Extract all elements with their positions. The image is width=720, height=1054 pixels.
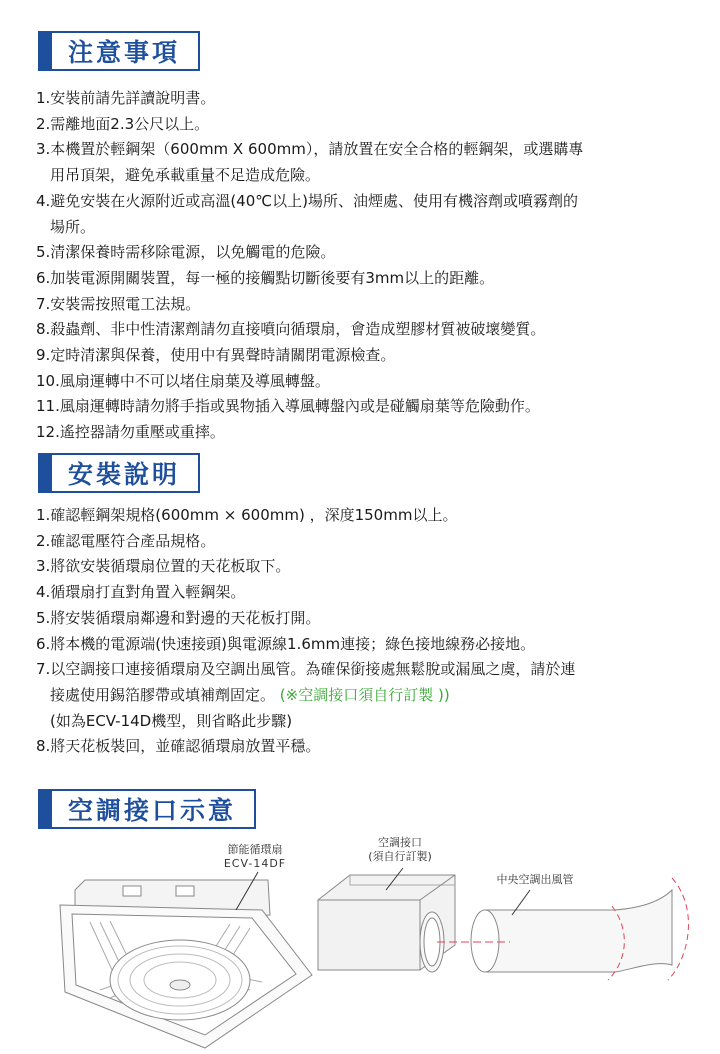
list-item: 1.確認輕鋼架規格(600mm × 600mm) ，深度150mm以上。 [36,506,458,524]
list-item: 8.殺蟲劑、非中性清潔劑請勿直接噴向循環扇，會造成塑膠材質被破壞變質。 [36,320,546,339]
housing-clip [176,886,194,896]
list-item: 4.避免安裝在火源附近或高溫(40℃以上)場所、油煙處、使用有機溶劑或噴霧劑的 [36,191,578,210]
adapter-note-label: (須自行訂製) [368,850,432,863]
list-item-continuation: 用吊頂架，避免承載重量不足造成危險。 [50,166,321,185]
list-item-continuation: 場所。 [50,217,96,236]
list-item: 7.安裝需按照電工法規。 [36,294,201,313]
list-item: 6.加裝電源開關裝置，每一極的接觸點切斷後要有3mm以上的距離。 [36,268,495,287]
fan-hub [170,980,190,990]
section-title: 安裝說明 [52,453,200,493]
list-item: 6.將本機的電源端(快速接頭)與電源線1.6mm連接；綠色接地線務必接地。 [36,634,536,653]
section-header-notes [38,31,200,71]
install-list [36,503,676,760]
header-accent-bar [38,789,52,829]
list-item: 12.遙控器請勿重壓或重摔。 [36,423,225,442]
adapter-label: 空調接口 [378,836,422,849]
section-header-diagram [38,789,256,829]
list-item: 7.以空調接口連接循環扇及空調出風管。為確保銜接處無鬆脫或漏風之虞，請於連 [36,660,576,679]
list-item: 3.本機置於輕鋼架（600mm X 600mm），請放置在安全合格的輕鋼架，或選購專 [36,140,584,159]
fan-model-label: ECV-14DF [223,857,287,870]
list-item: 2.需離地面2.3公尺以上。 [36,114,210,133]
housing-clip [123,886,141,896]
header-accent-bar [38,453,52,493]
custom-order-note: (※空調接口須自行訂製 )) [279,685,450,704]
list-item: 11.風扇運轉時請勿將手指或異物插入導風轉盤內或是碰觸扇葉等危險動作。 [36,397,540,416]
list-item: 4.循環扇打直對角置入輕鋼架。 [36,583,246,602]
section-title: 空調接口示意 [52,789,256,829]
list-item-continuation [36,683,676,709]
section-header-install [38,453,200,493]
header-accent-bar [38,31,52,71]
list-item: 3.將欲安裝循環扇位置的天花板取下。 [36,557,291,576]
list-item: 5.將安裝循環扇鄰邊和對邊的天花板打開。 [36,608,321,627]
notes-list [36,86,676,446]
duct-label: 中央空調出風管 [496,873,574,886]
list-item: 10.風扇運轉中不可以堵住扇葉及導風轉盤。 [36,371,330,390]
fan-name-label: 節能循環扇 [227,843,283,856]
continuation-text: 接處使用錫箔膠帶或填補劑固定。 [50,685,276,704]
ac-connection-diagram [0,830,720,1054]
list-item: 5.清潔保養時需移除電源，以免觸電的危險。 [36,243,336,262]
section-title: 注意事項 [52,31,200,71]
list-item: 2.確認電壓符合產品規格。 [36,531,216,550]
list-item: 8.將天花板裝回，並確認循環扇放置平穩。 [36,737,321,756]
list-item-continuation: (如為ECV-14D機型，則省略此步驟) [50,711,293,730]
air-duct [485,890,672,972]
list-item: 9.定時清潔與保養，使用中有異聲時請關閉電源檢查。 [36,346,396,365]
list-item: 1.安裝前請先詳讀說明書。 [36,89,216,107]
